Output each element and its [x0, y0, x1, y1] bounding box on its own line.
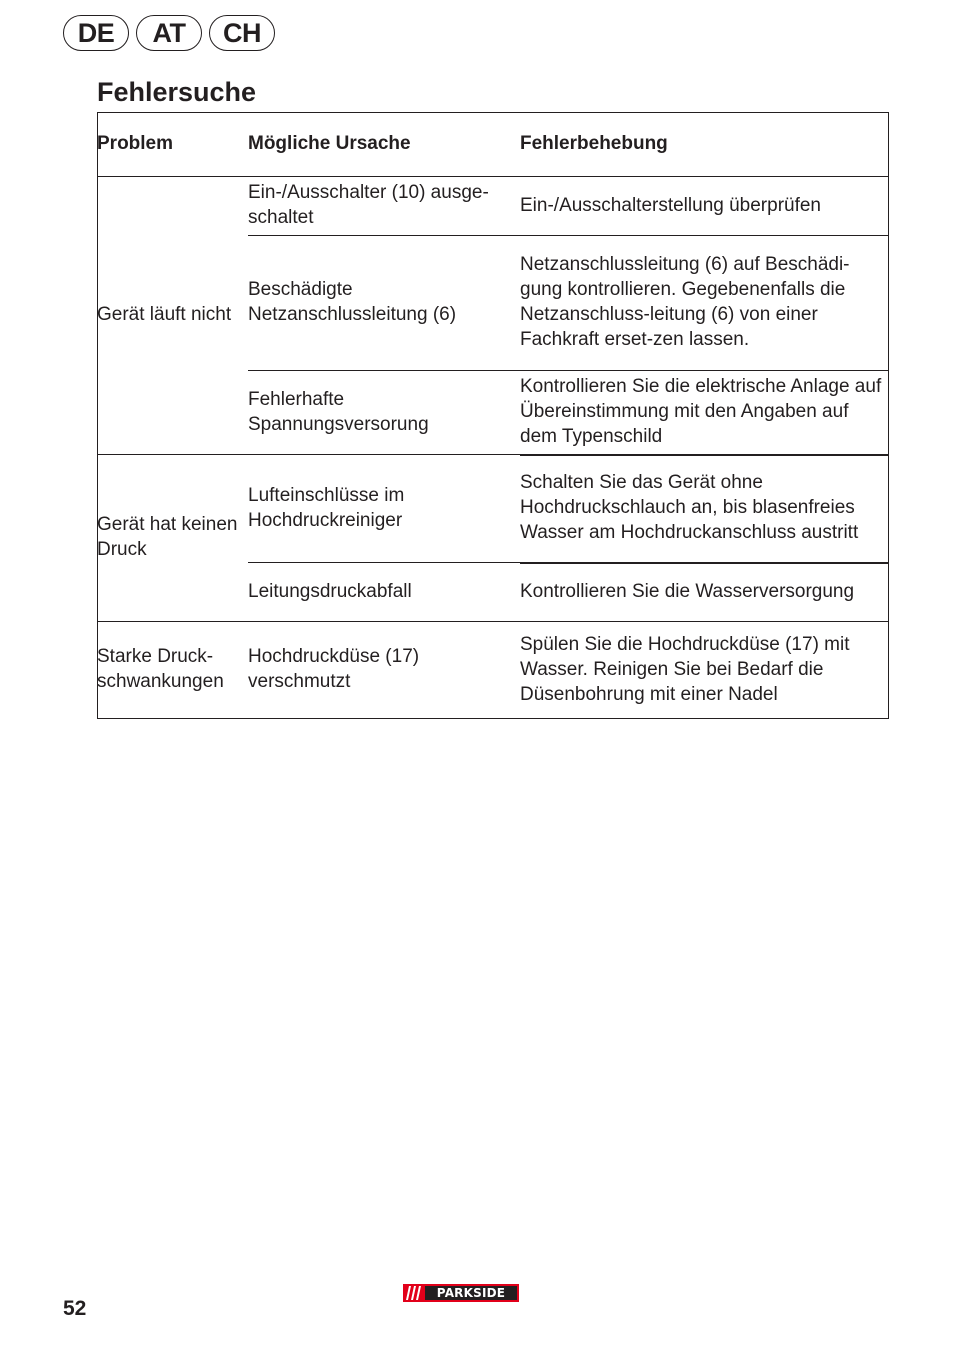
- fix-cell: Spülen Sie die Hochdruckdüse (17) mit Wasser. Reinigen Sie bei Bedarf die Düsenbohrung mit einer Nadel: [520, 634, 850, 705]
- fix-cell: Kontrollieren Sie die elektrische Anlage auf Übereinstimmung mit den Angaben auf dem Typenschild: [520, 371, 889, 455]
- table-header-row: [97, 112, 889, 177]
- page-number: 52: [63, 1297, 87, 1320]
- cause-cell: Hochdruckdüse (17) verschmutzt: [248, 646, 420, 693]
- column-header-fix: Fehlerbehebung: [520, 112, 889, 177]
- page-title: Fehlersuche: [97, 77, 257, 107]
- cause-cell: Leitungsdruckabfall: [248, 563, 520, 622]
- problem-cell: Gerät läuft nicht: [97, 177, 248, 455]
- fix-cell: Schalten Sie das Gerät ohne Hochdruckschlauch an, bis blasenfreies Wasser am Hochdruckanschluss austritt: [520, 455, 889, 563]
- table-row: [97, 177, 889, 236]
- column-header-cause: Mögliche Ursache: [248, 112, 520, 177]
- fix-cell: Ein-/Ausschalterstellung überprüfen: [520, 177, 889, 236]
- logo-brand-text: PARKSIDE: [425, 1286, 517, 1300]
- language-badges: [63, 15, 275, 51]
- column-header-problem: Problem: [97, 112, 248, 177]
- fix-cell: Kontrollieren Sie die Wasserversorgung: [520, 563, 889, 622]
- problem-cell: Starke Druck-schwankungen: [97, 646, 224, 693]
- cause-cell: Ein-/Ausschalter (10) ausge-schaltet: [248, 177, 520, 236]
- cause-cell: Beschädigte Netzanschlussleitung (6): [248, 236, 520, 371]
- language-badge-de: DE: [63, 15, 129, 51]
- language-badge-at: AT: [136, 15, 202, 51]
- table-row: [97, 455, 889, 563]
- problem-cell: Gerät hat keinen Druck: [97, 455, 248, 622]
- parkside-logo: [403, 1284, 519, 1302]
- cause-cell: Lufteinschlüsse im Hochdruckreiniger: [248, 455, 520, 563]
- fix-cell: Netzanschlussleitung (6) auf Beschädi-gung kontrollieren. Gegebenenfalls die Netzanschluss-leitung (6) von einer Fachkraft erset-zen lassen.: [520, 236, 889, 371]
- table-row: [97, 622, 889, 719]
- language-badge-ch: CH: [209, 15, 275, 51]
- cause-cell: Fehlerhafte Spannungsversorung: [248, 371, 520, 455]
- troubleshooting-table: [97, 112, 889, 719]
- logo-stripes-icon: [403, 1284, 425, 1302]
